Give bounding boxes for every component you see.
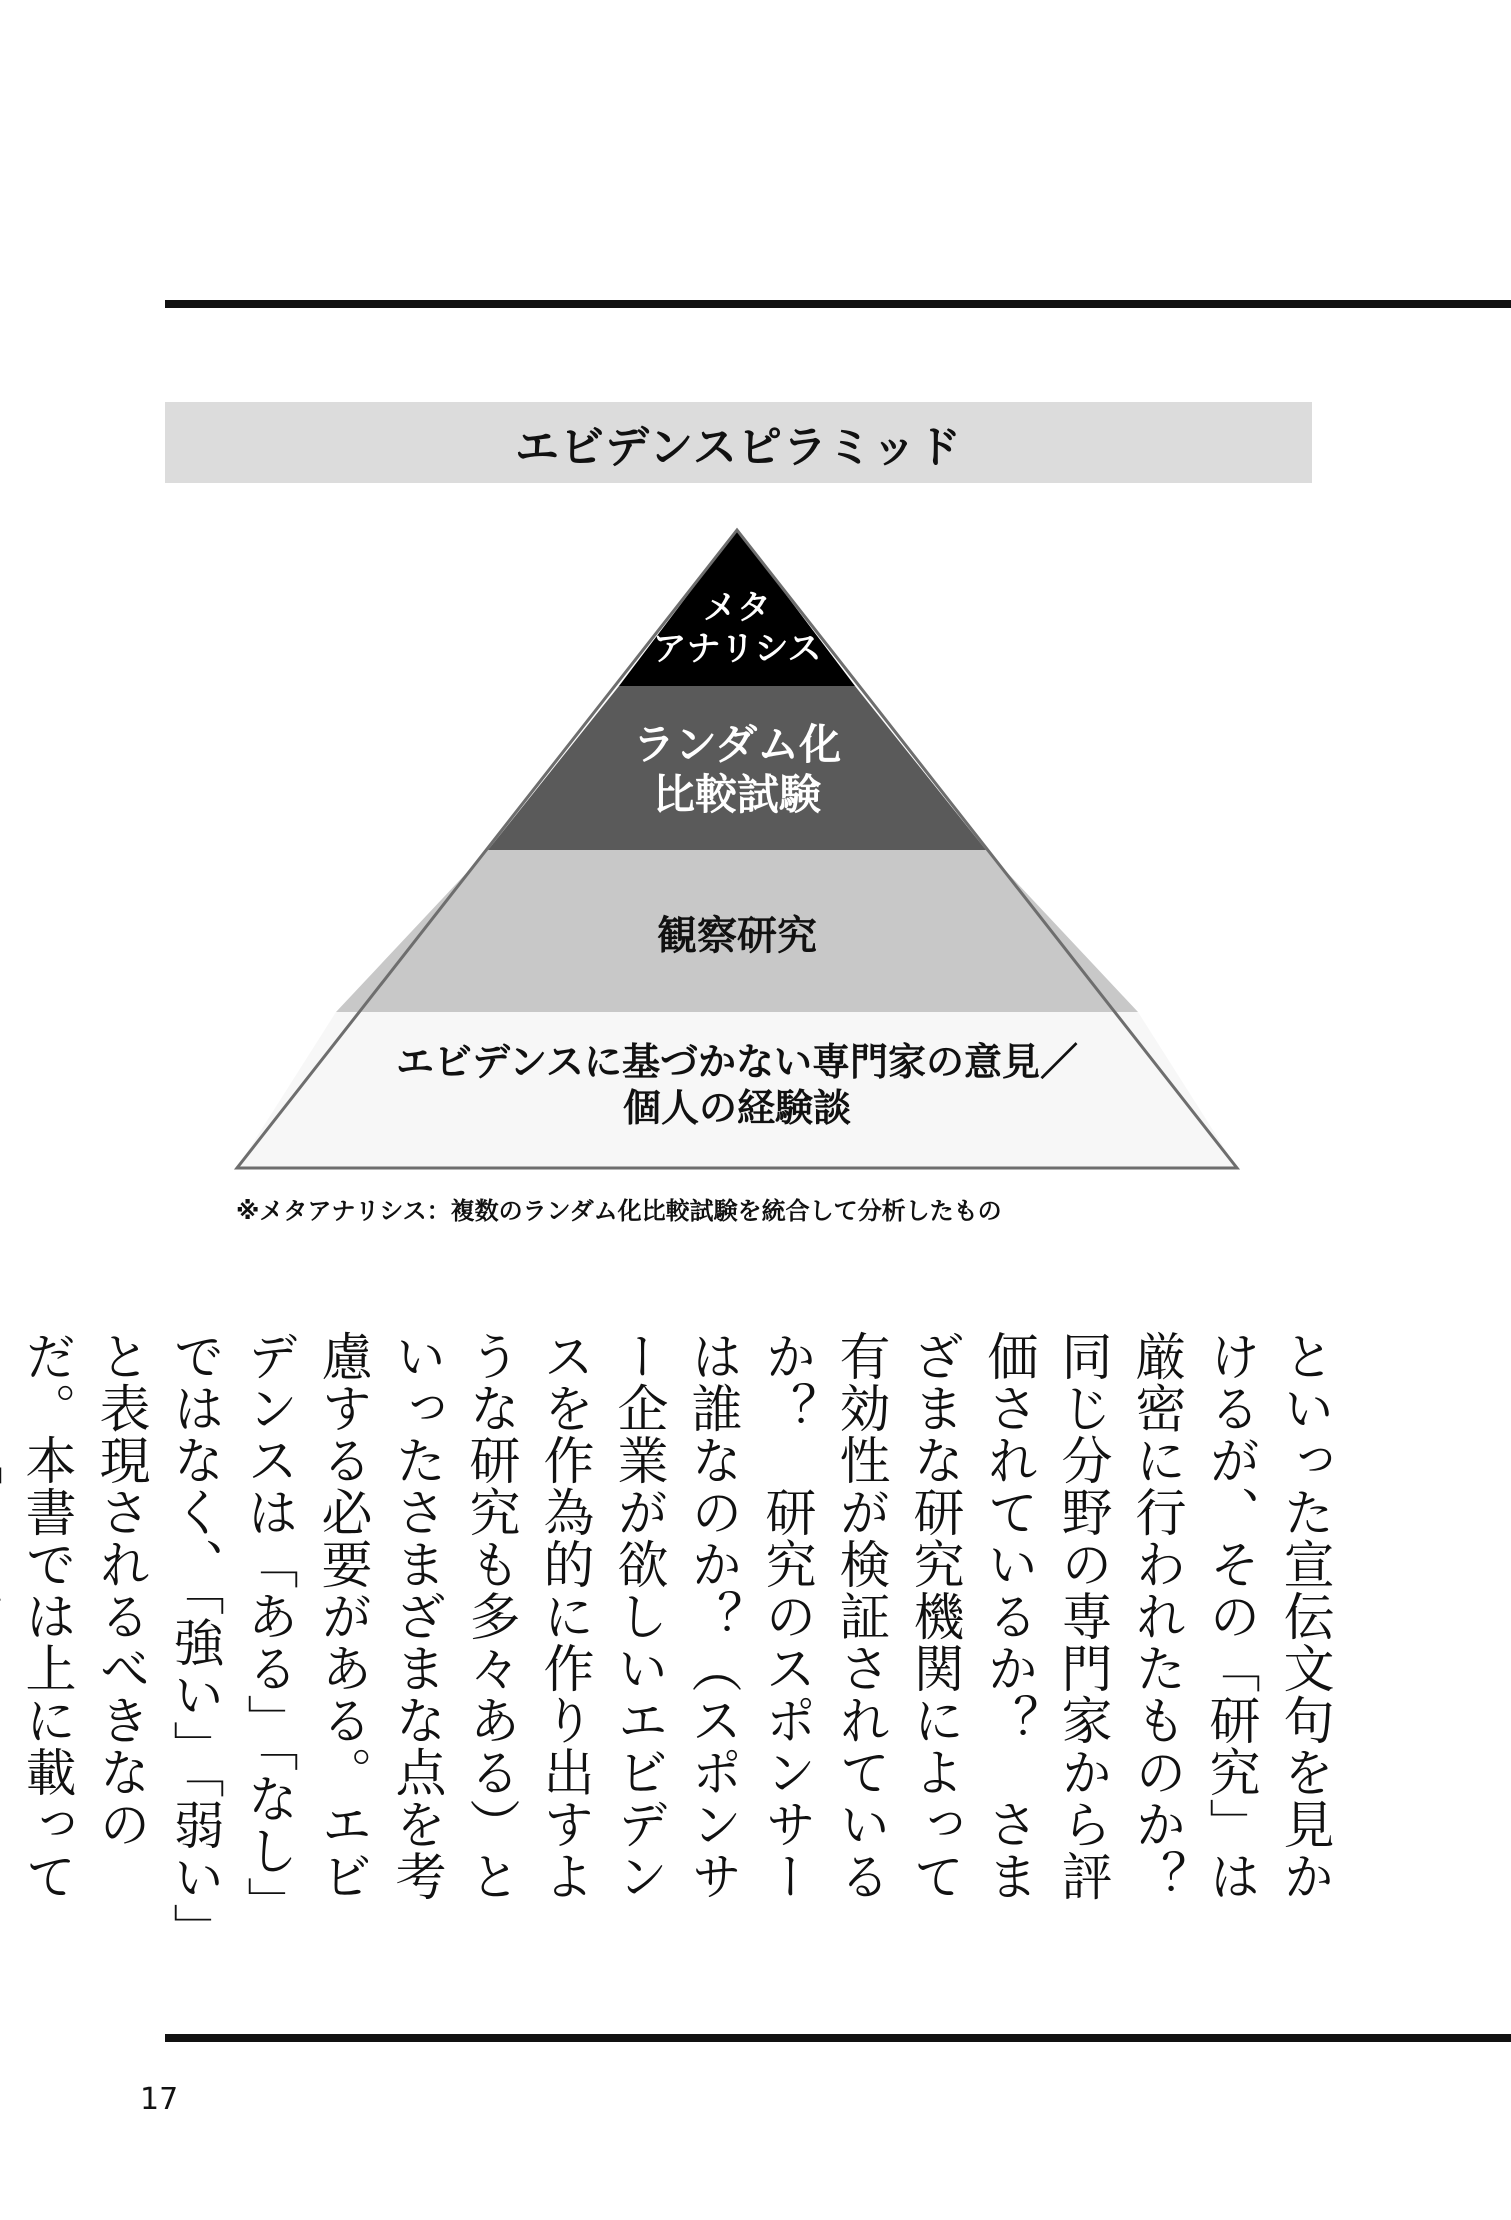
- label-line: メタ: [702, 588, 771, 628]
- figure-title: エビデンスピラミッド: [515, 421, 962, 473]
- bottom-rule: [165, 2034, 1511, 2042]
- footnote: ※メタアナリシス：複数のランダム化比較試験を統合して分析したもの: [236, 1197, 1002, 1225]
- label-line: アナリシス: [652, 628, 822, 669]
- body-paragraph: といった宣伝文句を見かけるが、その「研究」は厳密に行われたものか？ 同じ分野の専門家から評価されているか？ さまざまな研究機関によって有効性が検証されているか？ 研究のスポンサーは誰なのか？（スポンサー企業が欲しいエビデンスを作為的に作り出すような研究も多々ある）といったさまざまな点を考慮する必要がある。エビデンスは「ある」「なし」ではなく、「強い」「弱い」と表現されるべきなのだ。本書では上に載って: [16, 1330, 1333, 1930]
- label-line: 比較試験: [652, 770, 822, 820]
- page-number: 17: [140, 2082, 179, 2117]
- label-expert-opinion: [396, 1040, 1078, 1131]
- label-line: 個人の経験談: [622, 1085, 852, 1130]
- label-observational: [657, 912, 817, 960]
- label-rct: [633, 720, 841, 821]
- label-line: ランダム化: [632, 720, 842, 769]
- label-line: エビデンスに基づかない専門家の意見／: [395, 1040, 1079, 1084]
- label-meta-analysis: [653, 588, 822, 670]
- body-text: [16, 1330, 1340, 1950]
- label-line: 観察研究: [657, 913, 817, 959]
